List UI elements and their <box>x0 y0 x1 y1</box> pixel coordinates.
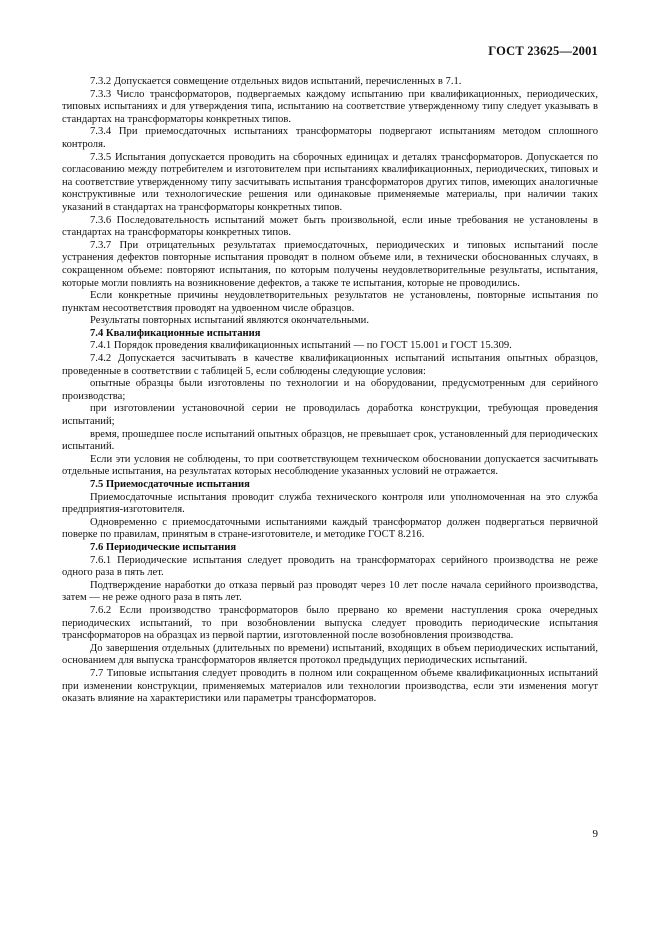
paragraph: Если конкретные причины неудовлетворительных результатов не установлены, повторные испытания по пунктам несоответствия проводят на удвоенном числе образцов. <box>62 290 598 314</box>
page-number: 9 <box>592 828 598 840</box>
clause-7-6-1: 7.6.1 Периодические испытания следует проводить на трансформаторах серийного производства не реже одного раза в пять лет. <box>62 554 598 579</box>
clause-7-4-1: 7.4.1 Порядок проведения квалификационных испытаний — по ГОСТ 15.001 и ГОСТ 15.309. <box>90 340 512 352</box>
paragraph: Результаты повторных испытаний являются окончательными. <box>90 315 370 327</box>
clause-7-3-6: 7.3.6 Последовательность испытаний может быть произвольной, если иные требования не установлены в стандартах на трансформаторы конкретных типов. <box>62 214 598 239</box>
document-code: ГОСТ 23625—2001 <box>488 44 598 58</box>
document-body <box>62 76 598 706</box>
paragraph: До завершения отдельных (длительных по времени) испытаний, входящих в объем периодических испытаний, основанием для выпуска трансформаторов является протокол предыдущих периодических испытаний. <box>62 642 598 667</box>
paragraph: Одновременно с приемосдаточными испытаниями каждый трансформатор должен подвергаться первичной поверке по правилам, принятым в стране-изготовителе, и методике ГОСТ 8.216. <box>62 516 598 541</box>
clause-7-7: 7.7 Типовые испытания следует проводить в полном или сокращенном объеме квалификационных испытаний при изменении конструкции, применяемых материалов или технологии производства, если эти изменения могут оказать влияние на характеристики или параметры трансформаторов. <box>62 667 598 705</box>
clause-7-3-3: 7.3.3 Число трансформаторов, подвергаемых каждому испытанию при квалификационных, периодических, типовых испытаниях и для утверждения типа, испытанию на соответствие утвержденному типу следует указывать в стандартах на трансформаторы конкретных типов. <box>62 88 598 125</box>
clause-7-3-2: 7.3.2 Допускается совмещение отдельных видов испытаний, перечисленных в 7.1. <box>90 76 462 87</box>
paragraph: Если эти условия не соблюдены, то при соответствующем техническом обосновании допускается засчитывать отдельные испытания, на результатах которых несоблюдение указанных условий не отражается. <box>62 453 598 478</box>
clause-7-3-4: 7.3.4 При приемосдаточных испытаниях трансформаторы подвергают испытаниям методом сплошного контроля. <box>62 126 598 150</box>
section-heading-7-6: 7.6 Периодические испытания <box>90 541 237 553</box>
condition-item: время, прошедшее после испытаний опытных образцов, не превышает срок, установленный для периодических испытаний. <box>62 428 598 453</box>
clause-7-6-2: 7.6.2 Если производство трансформаторов было прервано ко времени наступления срока очередных периодических испытаний, то при возобновлении выпуска следует проводить периодические испытания трансформаторов на образцах из первой партии, изготовленной после возобновления производства. <box>62 604 598 642</box>
condition-item: при изготовлении установочной серии не проводилась доработка конструкции, требующая проведения испытаний; <box>62 403 598 428</box>
section-heading-7-5: 7.5 Приемосдаточные испытания <box>90 479 250 490</box>
condition-item: опытные образцы были изготовлены по технологии и на оборудовании, предусмотренным для серийного производства; <box>62 378 598 402</box>
clause-7-4-2: 7.4.2 Допускается засчитывать в качестве квалификационных испытаний испытания опытных образцов, проведенные в соответствии с таблицей 5, если соблюдены следующие условия: <box>62 353 598 377</box>
paragraph: Подтверждение наработки до отказа первый раз проводят через 10 лет после начала серийного производства, затем — не реже одного раза в пять лет. <box>62 579 598 604</box>
paragraph: Приемосдаточные испытания проводит служба технического контроля или уполномоченная на это служба предприятия-изготовителя. <box>62 491 598 516</box>
clause-7-3-7: 7.3.7 При отрицательных результатах приемосдаточных, периодических и типовых испытаний после устранения дефектов повторные испытания проводят в полном объеме или, в технически обоснованных случаях, в сокращенном объеме: повторяют испытания, по которым получены неудовлетворительные результаты, испытания, которые могли повлиять на возникновение дефектов, а также те испытания, которые не проводились. <box>62 239 598 289</box>
clause-7-3-5: 7.3.5 Испытания допускается проводить на сборочных единицах и деталях трансформаторов. Допускается по согласованию между потребителем и изготовителем при испытаниях квалификационных, периодических, типовых и на соответствие утвержденному типу засчитывать испытания трансформаторов других типов, имеющих аналогичные конструктивные или технологические решения или одинаковые применяемые материалы, при наличии таких указаний в стандартах на трансформаторы конкретных типов. <box>62 151 598 213</box>
section-heading-7-4: 7.4 Квалификационные испытания <box>90 327 261 339</box>
